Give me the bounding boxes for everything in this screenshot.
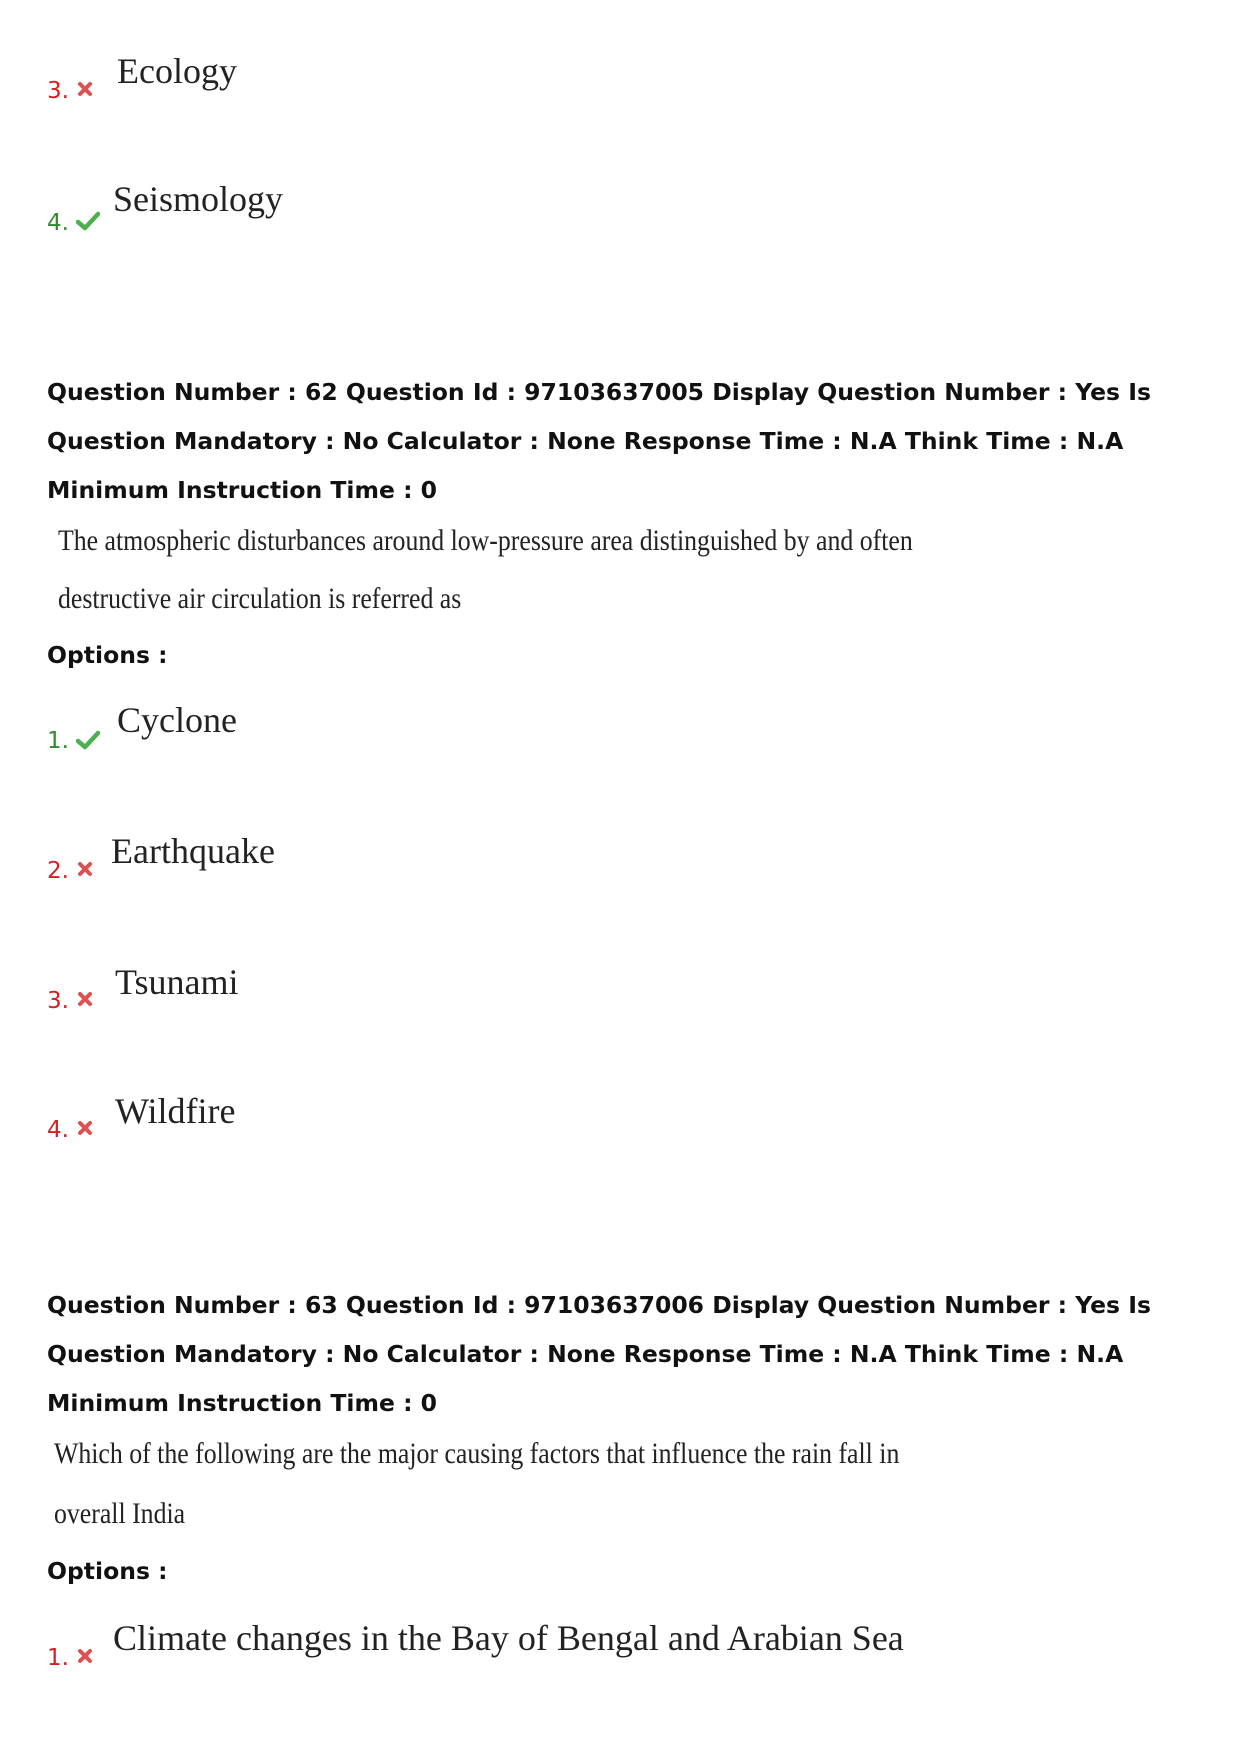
options-label: Options :	[47, 641, 168, 669]
question-text-line: The atmospheric disturbances around low-pressure area distinguished by and often	[58, 524, 913, 557]
cross-icon	[77, 1120, 93, 1136]
cross-icon	[77, 81, 93, 97]
option-number: 4.	[47, 210, 69, 236]
cross-icon	[77, 861, 93, 877]
option-number: 1.	[47, 1645, 69, 1671]
cross-icon	[77, 1648, 93, 1664]
option-text: Climate changes in the Bay of Bengal and Arabian Sea	[113, 1618, 904, 1658]
option-number: 4.	[47, 1117, 69, 1143]
question-meta: Question Number : 62 Question Id : 97103637005 Display Question Number : Yes Is Question Mandatory : No Calculator : None Response Time : N.A Think Time : N.A Minimum Instruction Time : 0	[47, 378, 1151, 504]
option-row	[0, 700, 1240, 775]
check-icon	[76, 730, 100, 750]
question-text-line: destructive air circulation is referred as	[58, 582, 462, 615]
option-text: Ecology	[117, 51, 237, 91]
option-row	[0, 179, 1240, 256]
option-text: Cyclone	[117, 700, 237, 740]
options-label: Options :	[47, 1557, 168, 1585]
option-text: Tsunami	[115, 962, 239, 1002]
question-text-line: overall India	[54, 1497, 186, 1530]
cross-icon	[77, 991, 93, 1007]
option-text: Seismology	[113, 179, 284, 219]
option-row	[0, 1091, 1240, 1165]
check-icon	[76, 211, 100, 231]
option-row	[0, 962, 1240, 1036]
question-meta: Question Number : 63 Question Id : 97103637006 Display Question Number : Yes Is Question Mandatory : No Calculator : None Response Time : N.A Think Time : N.A Minimum Instruction Time : 0	[47, 1291, 1151, 1417]
option-number: 2.	[47, 858, 69, 884]
question-text-line: Which of the following are the major causing factors that influence the rain fall in	[54, 1437, 900, 1470]
option-row	[0, 51, 1240, 126]
option-row	[0, 831, 1240, 906]
option-number: 1.	[47, 728, 69, 754]
option-number: 3.	[47, 988, 69, 1014]
option-number: 3.	[47, 78, 69, 104]
option-text: Earthquake	[111, 831, 275, 871]
option-row	[0, 1618, 1240, 1693]
option-text: Wildfire	[115, 1091, 236, 1131]
